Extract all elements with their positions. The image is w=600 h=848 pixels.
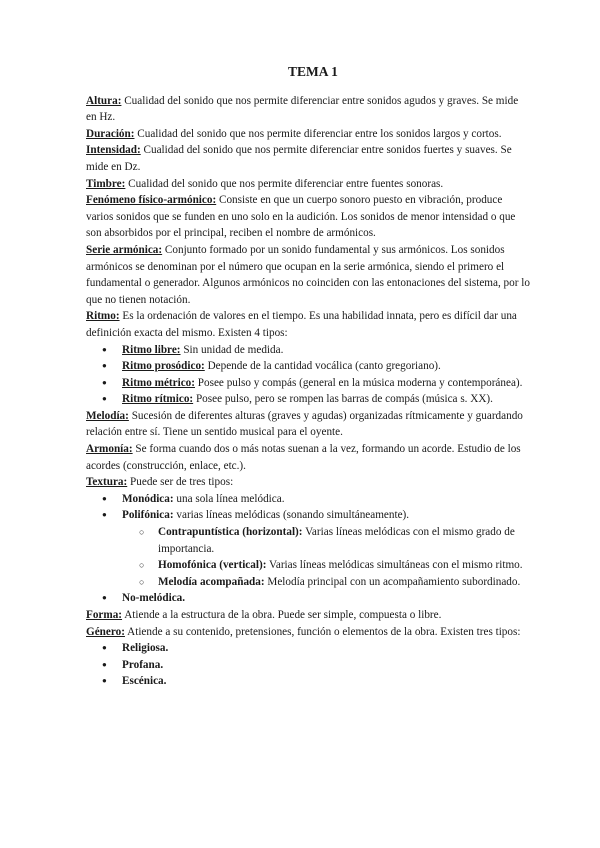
entry-textura — [86, 474, 530, 491]
definition-genero: Atiende a su contenido, pretensiones, función o elementos de la obra. Existen tres tipos: — [124, 625, 521, 638]
list-item — [86, 507, 530, 524]
genero-types-list — [86, 640, 530, 690]
definition-textura: Puede ser de tres tipos: — [127, 476, 234, 489]
definition-polifonica: varias líneas melódicas (sonando simultáneamente). — [173, 509, 410, 522]
entry-altura — [86, 93, 530, 126]
textura-types-list-continued — [86, 590, 530, 607]
definition-ritmo-libre: Sin unidad de medida. — [180, 343, 284, 356]
list-item: ● Escénica. — [86, 673, 530, 690]
list-item — [86, 375, 530, 392]
term-ritmo-metrico: Ritmo métrico: — [122, 376, 195, 389]
term-altura: Altura: — [86, 94, 122, 107]
entry-forma — [86, 607, 530, 624]
term-polifonica: Polifónica: — [122, 509, 174, 522]
definition-serie-armonica: Conjunto formado por un sonido fundamental y sus armónicos. Los sonidos armónicos se denominan por el número que ocupan en la serie armónica, siendo el primero el fundamental o generador. Algunos armónicos no coinciden con las entonaciones del sistema, por lo que no tienen notación. — [86, 243, 530, 306]
term-intensidad: Intensidad: — [86, 144, 141, 157]
term-melodia-acompanada: Melodía acompañada: — [158, 575, 265, 588]
term-duracion: Duración: — [86, 127, 135, 140]
list-item: ● Religiosa. — [86, 640, 530, 657]
page-title: TEMA 1 — [288, 64, 338, 79]
list-item — [86, 358, 530, 375]
term-no-melodica: No-melódica. — [122, 592, 186, 605]
definition-contrapuntistica: Varias líneas melódicas con el mismo grado de importancia. — [158, 526, 515, 555]
definition-timbre: Cualidad del sonido que nos permite diferenciar entre fuentes sonoras. — [125, 177, 444, 190]
ritmo-types-list — [86, 342, 530, 408]
definition-homofonica: Varias líneas melódicas simultáneas con el mismo ritmo. — [266, 559, 523, 572]
entry-genero — [86, 624, 530, 641]
list-item — [86, 342, 530, 359]
entry-melodia — [86, 408, 530, 441]
list-item — [86, 491, 530, 508]
term-melodia: Melodía: — [86, 409, 129, 422]
polifonica-subtypes-list — [86, 524, 530, 590]
term-homofonica: Homofónica (vertical): — [158, 559, 267, 572]
list-item — [86, 557, 530, 574]
term-ritmo-libre: Ritmo libre: — [122, 343, 181, 356]
definition-armonia: Se forma cuando dos o más notas suenan a la vez, formando un acorde. Estudio de los acordes (construcción, enlace, etc.). — [86, 443, 521, 472]
definition-intensidad: Cualidad del sonido que nos permite diferenciar entre sonidos fuertes y suaves. Se mide en Dz. — [86, 144, 512, 173]
entry-serie-armonica — [86, 242, 530, 308]
term-ritmo: Ritmo: — [86, 310, 120, 323]
list-item — [86, 524, 530, 557]
textura-types-list — [86, 491, 530, 524]
term-textura: Textura: — [86, 476, 128, 489]
entry-armonia — [86, 441, 530, 474]
definition-monodica: una sola línea melódica. — [173, 492, 285, 505]
term-ritmo-ritmico: Ritmo rítmico: — [122, 393, 194, 406]
term-monodica: Monódica: — [122, 492, 174, 505]
entry-ritmo — [86, 308, 530, 341]
entry-fenomeno — [86, 192, 530, 242]
term-armonia: Armonía: — [86, 443, 133, 456]
list-item — [86, 574, 530, 591]
definition-ritmo-ritmico: Posee pulso, pero se rompen las barras de compás (música s. XX). — [193, 393, 493, 406]
definition-ritmo-prosodico: Depende de la cantidad vocálica (canto gregoriano). — [204, 360, 441, 373]
definition-ritmo-metrico: Posee pulso y compás (general en la música moderna y contemporánea). — [195, 376, 523, 389]
definition-ritmo: Es la ordenación de valores en el tiempo. Es una habilidad innata, pero es difícil dar una definición exacta del mismo. Existen 4 tipos: — [86, 310, 517, 339]
definition-fenomeno: Consiste en que un cuerpo sonoro puesto en vibración, produce varios sonidos que se funden en uno solo en la audición. Los sonidos de menor intensidad o que son absorbidos por el principal, reciben el nombre de armónicos. — [86, 194, 516, 240]
term-genero: Género: — [86, 625, 125, 638]
term-contrapuntistica: Contrapuntística (horizontal): — [158, 526, 303, 539]
entry-timbre — [86, 176, 530, 193]
definition-altura: Cualidad del sonido que nos permite diferenciar entre sonidos agudos y graves. Se mide en Hz. — [86, 94, 519, 124]
definition-duracion: Cualidad del sonido que nos permite diferenciar entre los sonidos largos y cortos. — [134, 127, 502, 140]
term-serie-armonica: Serie armónica: — [86, 243, 163, 256]
list-item: ● Profana. — [86, 657, 530, 674]
term-fenomeno: Fenómeno físico-armónico: — [86, 194, 217, 207]
term-ritmo-prosodico: Ritmo prosódico: — [122, 360, 205, 373]
list-item — [86, 391, 530, 408]
list-item — [86, 590, 530, 607]
definition-melodia: Sucesión de diferentes alturas (graves y agudas) organizadas rítmicamente y guardando relación entre sí. Tiene un sentido musical para el oyente. — [86, 409, 523, 439]
term-forma: Forma: — [86, 609, 123, 621]
definition-melodia-acompanada: Melodía principal con un acompañamiento subordinado. — [264, 575, 521, 588]
term-timbre: Timbre: — [86, 177, 126, 190]
entry-duracion — [86, 126, 530, 143]
definition-forma: Atiende a la estructura de la obra. Puede ser simple, compuesta o libre. — [122, 609, 442, 621]
entry-intensidad — [86, 142, 530, 175]
